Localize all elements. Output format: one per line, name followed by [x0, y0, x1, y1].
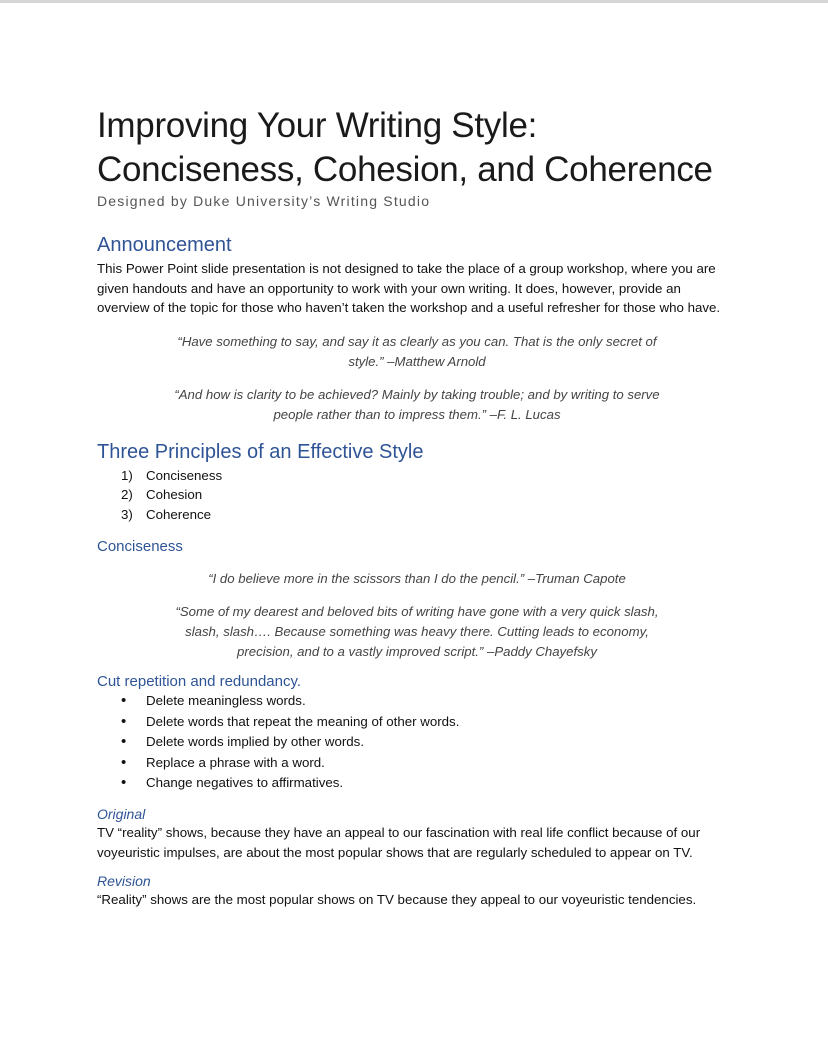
revision-heading: Revision	[97, 873, 151, 890]
list-item: • Delete words implied by other words.	[97, 732, 737, 752]
announcement-heading: Announcement	[97, 234, 232, 256]
cut-heading: Cut repetition and redundancy.	[97, 673, 302, 691]
quote-lucas: “And how is clarity to be achieved? Mainly by taking trouble; and by writing to serve people rather than to impress them.” –F. L. Lucas	[174, 386, 660, 422]
list-item: • Delete words that repeat the meaning of other words.	[97, 712, 737, 732]
original-heading: Original	[97, 806, 146, 823]
quote-chayefsky: “Some of my dearest and beloved bits of writing have gone with a very quick slash, slash, slash…. Because something was heavy there. Cutting leads to economy, precision, and to a vastly improved script.” –Paddy Chayefsky	[175, 604, 659, 660]
original-body: TV “reality” shows, because they have an appeal to our fascination with real life conflict because of our voyeuristic impulses, are about the most popular shows that are regularly scheduled to appear on TV.	[97, 825, 701, 860]
list-item: • Replace a phrase with a word.	[97, 753, 737, 773]
document-title: Improving Your Writing Style: Conciseness, Cohesion, and Coherence	[97, 106, 713, 189]
document-page	[97, 104, 737, 910]
list-item: 2) Cohesion	[121, 487, 203, 503]
conciseness-heading: Conciseness	[97, 538, 183, 556]
principles-list	[97, 466, 737, 525]
revision-body: “Reality” shows are the most popular shows on TV because they appeal to our voyeuristic tendencies.	[97, 892, 697, 908]
quote-capote: “I do believe more in the scissors than I do the pencil.” –Truman Capote	[208, 571, 626, 587]
announcement-body: This Power Point slide presentation is not designed to take the place of a group workshop, where you are given handouts and have an opportunity to work with your own writing. It does, however, provide an overview of the topic for those who haven’t taken the workshop and a useful refresher for those who have.	[97, 261, 721, 315]
list-item: 3) Coherence	[121, 506, 212, 522]
cut-bullets	[97, 691, 737, 793]
quote-arnold: “Have something to say, and say it as clearly as you can. That is the only secret of style.” –Matthew Arnold	[177, 333, 657, 369]
top-border	[0, 0, 828, 3]
list-item: • Change negatives to affirmatives.	[97, 773, 737, 793]
list-item: • Delete meaningless words.	[97, 691, 737, 711]
list-item: 1) Conciseness	[121, 467, 223, 483]
principles-heading: Three Principles of an Effective Style	[97, 440, 424, 463]
document-subtitle: Designed by Duke University’s Writing Studio	[97, 193, 431, 209]
